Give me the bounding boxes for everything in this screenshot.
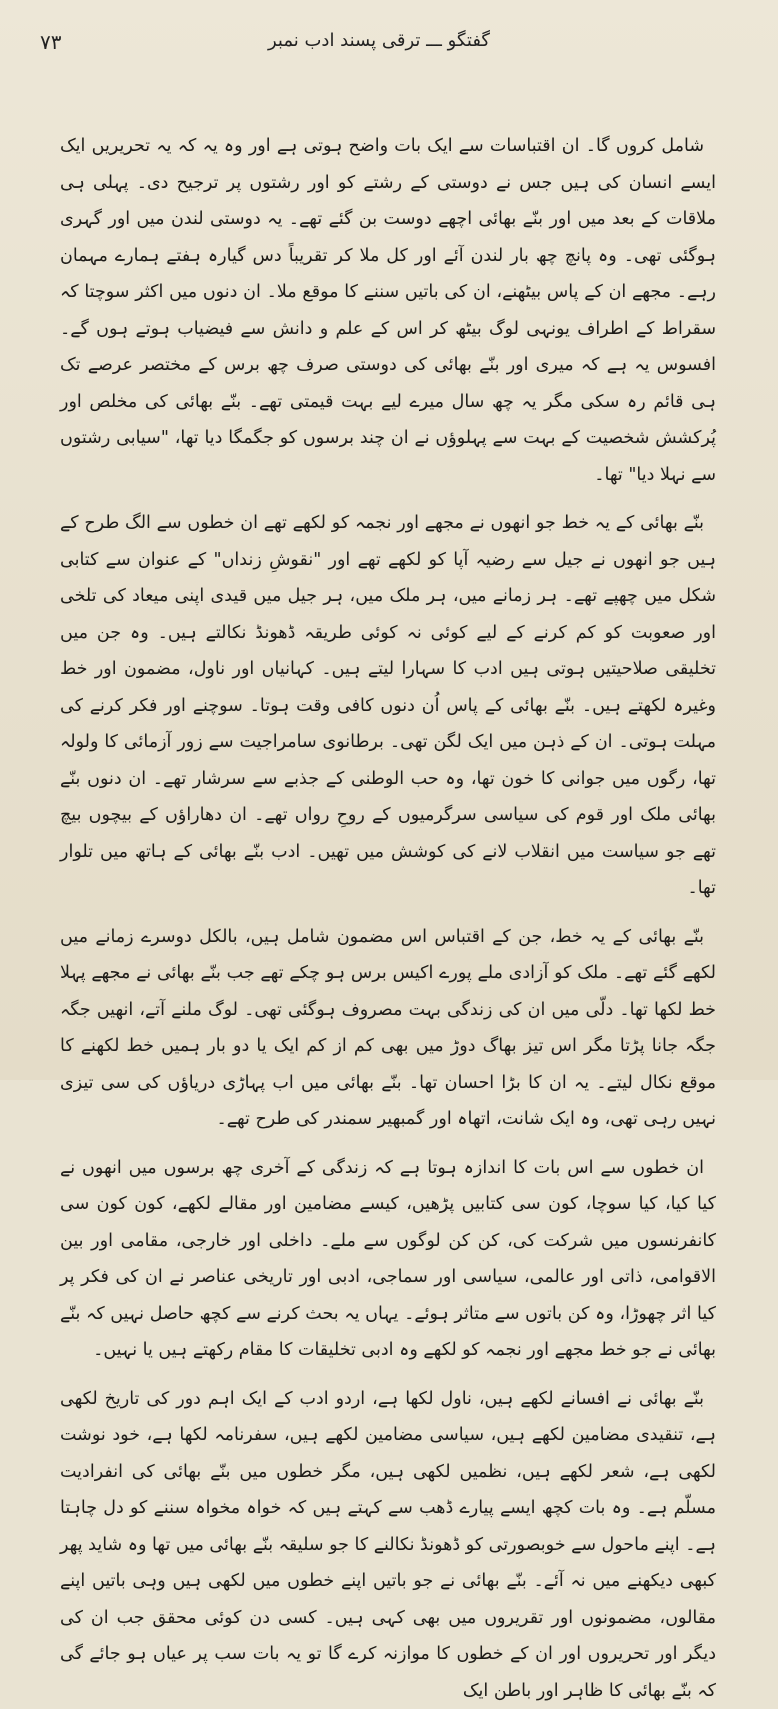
paragraph-5: بنّے بھائی نے افسانے لکھے ہیں، ناول لکھا ہے، اردو ادب کے ایک اہم دور کی تاریخ لکھی ہے، تنقیدی مضامین لکھے ہیں، سیاسی مضامین لکھے ہیں، سفرنامہ لکھا ہے، خود نوشت لکھی ہے، شعر لکھے ہیں، نظمیں لکھی ہیں، مگر خطوں میں بنّے بھائی کی انفرادیت مسلّم ہے۔ وہ بات کچھ ایسے پیارے ڈھب سے کہتے ہیں کہ خواہ مخواہ سننے کو دل چاہتا ہے۔ اپنے ماحول سے خوبصورتی کو ڈھونڈ نکالنے کا جو سلیقہ بنّے بھائی میں تھا وہ شاید پھر کبھی دیکھنے میں نہ آئے۔ بنّے بھائی نے جو باتیں اپنے خطوں میں لکھی ہیں وہی باتیں اپنے مقالوں، مضمونوں اور تقریروں میں بھی کہی ہیں۔ کسی دن کوئی محقق جب ان کی دیگر اور تحریروں اور ان کے خطوں کا موازنہ کرے گا تو یہ بات سب پر عیاں ہو جائے گی کہ بنّے بھائی کا ظاہر اور باطن ایک (60, 1381, 716, 1709)
paragraph-3: بنّے بھائی کے یہ خط، جن کے اقتباس اس مضمون شامل ہیں، بالکل دوسرے زمانے میں لکھے گئے تھے۔ ملک کو آزادی ملے پورے اکیس برس ہو چکے تھے جب بنّے بھائی نے مجھے پہلا خط لکھا تھا۔ دلّی میں ان کی زندگی بہت مصروف ہوگئی تھی۔ لوگ ملنے آتے، انھیں جگہ جگہ جانا پڑتا مگر اس تیز بھاگ دوڑ میں بھی کم از کم ایک یا دو بار ہمیں خط لکھنے کا موقع نکال لیتے۔ یہ ان کا بڑا احسان تھا۔ بنّے بھائی میں اب پہاڑی دریاؤں کی سی تیزی نہیں رہی تھی، وہ ایک شانت، اتھاہ اور گمبھیر سمندر کی طرح تھے۔ (60, 919, 716, 1138)
body-text (60, 128, 716, 1050)
page-header (40, 30, 718, 70)
page-number: ۷۳ (40, 30, 61, 54)
paragraph-4: ان خطوں سے اس بات کا اندازہ ہوتا ہے کہ زندگی کے آخری چھ برسوں میں انھوں نے کیا کیا، کیا سوچا، کون سی کتابیں پڑھیں، کیسے مضامین اور مقالے لکھے، کون کون سی کانفرنسوں میں شرکت کی، کن کن لوگوں سے ملے۔ داخلی اور خارجی، مقامی اور بین الاقوامی، ذاتی اور عالمی، سیاسی اور سماجی، ادبی اور تاریخی عناصر نے ان کی فکر پر کیا اثر چھوڑا، وہ کن باتوں سے متاثر ہوئے۔ یہاں یہ بحث کرنے سے کچھ حاصل نہیں کہ بنّے بھائی نے جو خط مجھے اور نجمہ کو لکھے وہ ادبی تخلیقات کا مقام رکھتے ہیں یا نہیں۔ (60, 1150, 716, 1369)
paragraph-1: شامل کروں گا۔ ان اقتباسات سے ایک بات واضح ہوتی ہے اور وہ یہ کہ یہ تحریریں ایک ایسے انسان کی ہیں جس نے دوستی کے رشتے کو اور رشتوں پر ترجیح دی۔ پہلی ہی ملاقات کے بعد میں اور بنّے بھائی اچھے دوست بن گئے تھے۔ یہ دوستی لندن میں اور گہری ہوگئی تھی۔ وہ پانچ چھ بار لندن آئے اور کل ملا کر تقریباً دس گیارہ ہفتے ہمارے مہمان رہے۔ مجھے ان کے پاس بیٹھنے، ان کی باتیں سننے کا موقع ملا۔ ان دنوں میں اکثر سوچتا کہ سقراط کے اطراف یونہی لوگ بیٹھ کر اس کے علم و دانش سے فیضیاب ہوتے ہوں گے۔ افسوس یہ ہے کہ میری اور بنّے بھائی کی دوستی صرف چھ برس کے مختصر عرصے تک ہی قائم رہ سکی مگر یہ چھ سال میرے لیے بہت قیمتی تھے۔ بنّے بھائی کی مخلص اور پُرکشش شخصیت کے بہت سے پہلوؤں نے ان چند برسوں کو جگمگا دیا تھا، "سیابی رشتوں سے نہلا دیا" تھا۔ (60, 128, 716, 493)
running-title: گفتگو ـــ ترقی پسند ادب نمبر (40, 30, 718, 51)
paragraph-2: بنّے بھائی کے یہ خط جو انھوں نے مجھے اور نجمہ کو لکھے تھے ان خطوں سے الگ طرح کے ہیں جو انھوں نے جیل سے رضیہ آپا کو لکھے تھے اور "نقوشِ زنداں" کے عنوان سے کتابی شکل میں چھپے تھے۔ ہر زمانے میں، ہر ملک میں، ہر جیل میں قیدی اپنی میعاد کی تلخی اور صعوبت کو کم کرنے کے لیے کوئی نہ کوئی طریقہ ڈھونڈ نکالتے ہیں۔ وہ جن میں تخلیقی صلاحیتیں ہوتی ہیں ادب کا سہارا لیتے ہیں۔ کہانیاں اور ناول، مضمون اور خط وغیرہ لکھتے ہیں۔ بنّے بھائی کے پاس اُن دنوں کافی وقت ہوتا۔ سوچنے اور فکر کرنے کی مہلت ہوتی۔ ان کے ذہن میں ایک لگن تھی۔ برطانوی سامراجیت سے زور آزمائی کا ولولہ تھا، رگوں میں جوانی کا خون تھا، وہ حب الوطنی کے جذبے سے سرشار تھے۔ ان دنوں بنّے بھائی ملک اور قوم کی سیاسی سرگرمیوں کے روحِ رواں تھے۔ ان دھاراؤں کے بیچوں بیچ تھے جو سیاست میں انقلاب لانے کی کوشش میں تھیں۔ ادب بنّے بھائی کے ہاتھ میں تلوار تھا۔ (60, 505, 716, 907)
